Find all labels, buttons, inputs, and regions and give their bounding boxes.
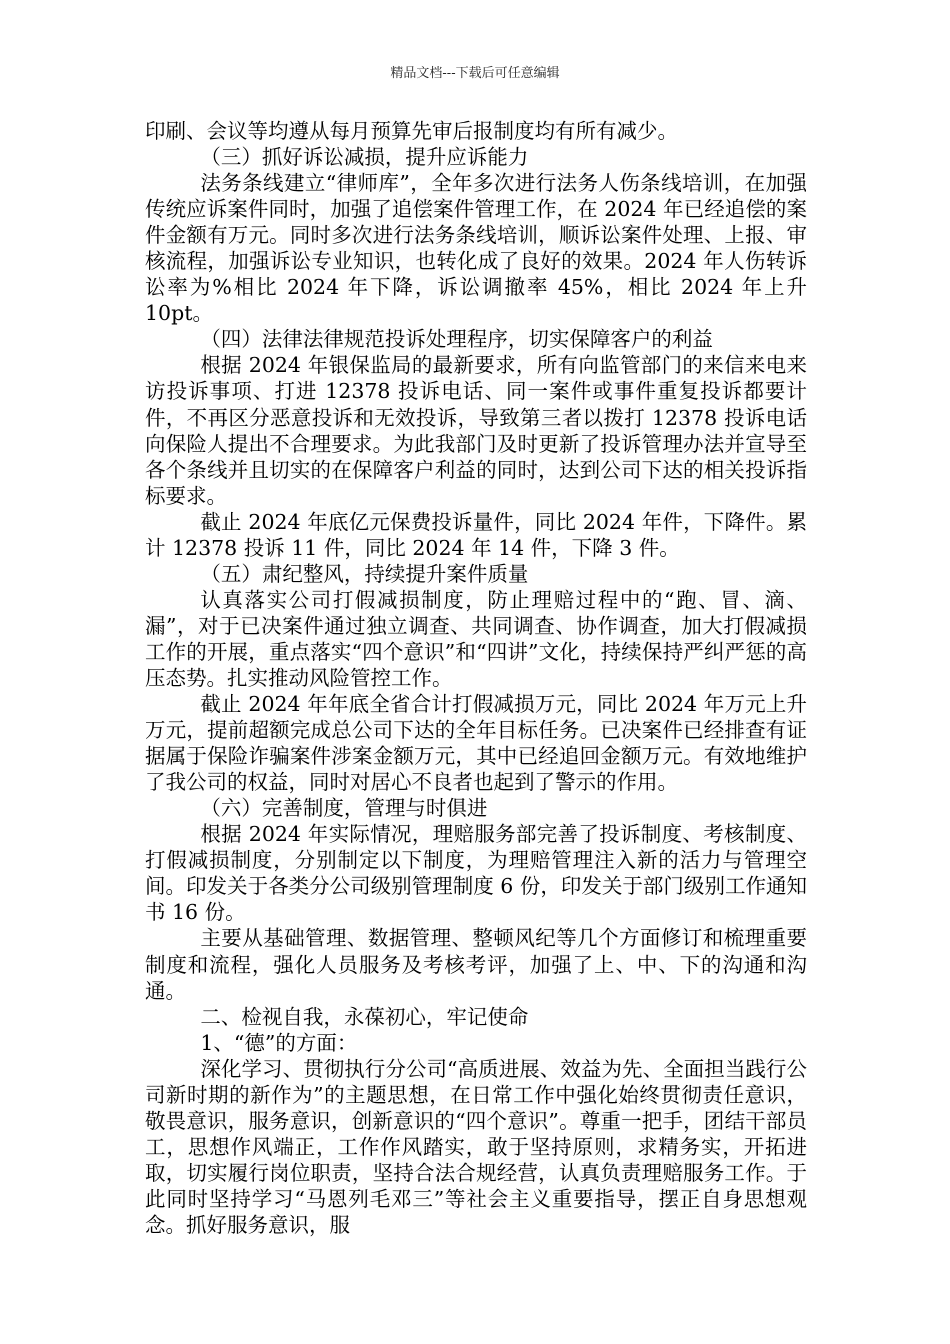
- document-body: [145, 118, 807, 1238]
- paragraph-morality: 深化学习、贯彻执行分公司“高质进展、效益为先、全面担当践行公司新时期的新作为”的主题思想，在日常工作中强化始终贯彻责任意识，敬畏意识，服务意识，创新意识的“四个意识”。尊重一把手，团结干部员工，思想作风端正，工作作风踏实，敢于坚持原则，求精务实，开拓进取，切实履行岗位职责，坚持合法合规经营，认真负责理赔服务工作。于此同时坚持学习“马恩列毛邓三”等社会主义重要指导，摆正自身思想观念。抓好服务意识，服: [145, 1056, 807, 1237]
- paragraph-complaint-stats: 截止 2024 年底亿元保费投诉量件，同比 2024 年件，下降件。累计 12378 投诉 11 件，同比 2024 年 14 件，下降 3 件。: [145, 509, 807, 560]
- paragraph-budget-continuation: 印刷、会议等均遵从每月预算先审后报制度均有所有减少。: [145, 119, 678, 143]
- subheading-morality: 1、“德”的方面：: [200, 1030, 358, 1055]
- paragraph-systems: 根据 2024 年实际情况，理赔服务部完善了投诉制度、考核制度、打假减损制度，分别制定以下制度，为理赔管理注入新的活力与管理空间。印发关于各类分公司级别管理制度 6 份，印发关于部门级别工作通知书 16 份。: [145, 822, 807, 925]
- section-heading-discipline: （五）肃纪整风，持续提升案件质量: [200, 561, 529, 586]
- page-header: 精品文档---下载后可任意编辑: [390, 66, 560, 81]
- section-heading-litigation: （三）抓好诉讼减损，提升应诉能力: [200, 145, 529, 170]
- paragraph-litigation: 法务条线建立“律师库”，全年多次进行法务人伤条线培训，在加强传统应诉案件同时，加强了追偿案件管理工作，在 2024 年已经追偿的案件金额有万元。同时多次进行法务条线培训，顺诉讼案件处理、上报、审核流程，加强诉讼专业知识，也转化成了良好的效果。2024 年人伤转诉讼率为%相比 2024 年下降，诉讼调撤率 45%，相比 2024 年上升 10pt。: [145, 171, 807, 326]
- paragraph-fraud-stats: 截止 2024 年年底全省合计打假减损万元，同比 2024 年万元上升万元，提前超额完成总公司下达的全年目标任务。已决案件已经排查有证据属于保险诈骗案件涉案金额万元，其中已经追回金额万元。有效地维护了我公司的权益，同时对居心不良者也起到了警示的作用。: [145, 692, 807, 795]
- paragraph-fraud-prevention: 认真落实公司打假减损制度，防止理赔过程中的“跑、冒、滴、漏”，对于已决案件通过独立调查、共同调查、协作调查，加大打假减损工作的开展，重点落实“四个意识”和“四讲”文化，持续保持严纠严惩的高压态势。扎实推动风险管控工作。: [145, 587, 807, 690]
- paragraph-management: 主要从基础管理、数据管理、整顿风纪等几个方面修订和梳理重要制度和流程，强化人员服务及考核考评，加强了上、中、下的沟通和沟通。: [145, 926, 807, 1003]
- section-heading-complaints: （四）法律法律规范投诉处理程序，切实保障客户的利益: [200, 327, 713, 352]
- section-heading-self-review: 二、检视自我，永葆初心，牢记使命: [200, 1004, 529, 1029]
- paragraph-complaints: 根据 2024 年银保监局的最新要求，所有向监管部门的来信来电来访投诉事项、打进 12378 投诉电话、同一案件或事件重复投诉都要计件，不再区分恶意投诉和无效投诉，导致第三者以拨打 12378 投诉电话向保险人提出不合理要求。为此我部门及时更新了投诉管理办法并宣导至各个条线并且切实的在保障客户利益的同时，达到公司下达的相关投诉指标要求。: [145, 353, 807, 508]
- section-heading-systems: （六）完善制度，管理与时俱进: [200, 796, 488, 821]
